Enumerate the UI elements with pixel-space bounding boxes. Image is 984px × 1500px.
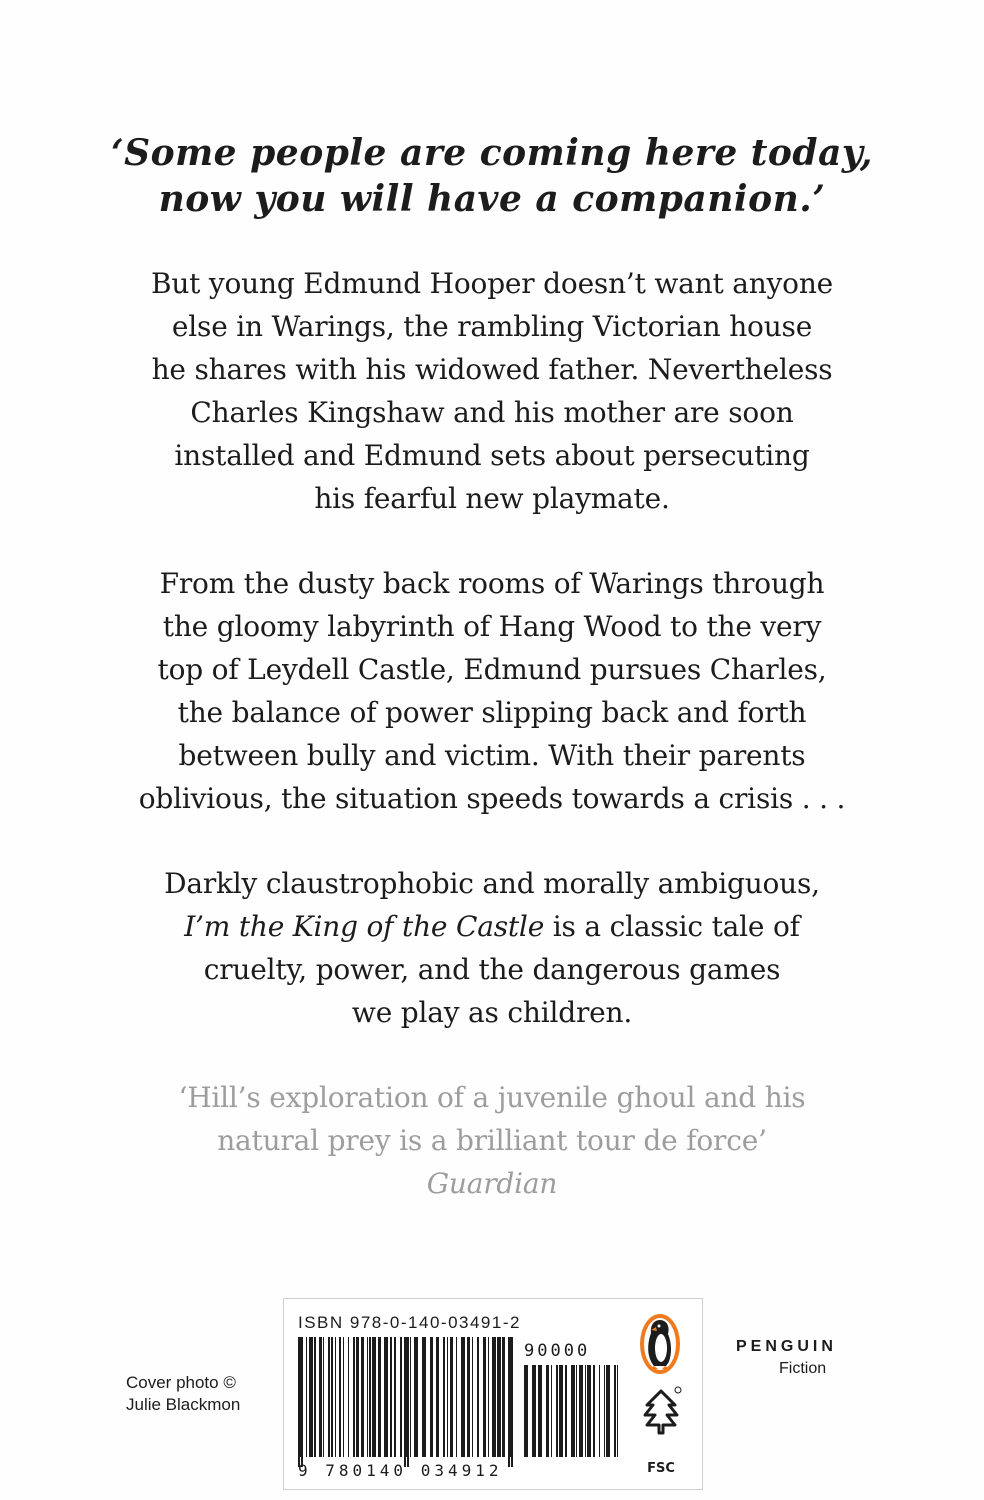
review-source: Guardian xyxy=(426,1167,558,1200)
publisher-imprint: Fiction xyxy=(779,1360,827,1377)
barcode-bar xyxy=(378,1337,381,1457)
barcode-bar xyxy=(450,1337,453,1457)
barcode-panel xyxy=(283,1298,703,1490)
review-line: natural prey is a brilliant tour de force’ xyxy=(217,1124,767,1157)
barcode-bar xyxy=(306,1337,307,1457)
barcode-bar xyxy=(410,1337,411,1457)
barcode-bar xyxy=(585,1365,586,1457)
barcode-bar xyxy=(502,1337,505,1457)
barcode-bar xyxy=(353,1337,355,1457)
barcode-bar xyxy=(551,1365,552,1457)
blurb-line: cruelty, power, and the dangerous games xyxy=(203,953,781,986)
barcode-bar xyxy=(579,1365,583,1457)
barcode-bar xyxy=(546,1365,549,1457)
cover-credit xyxy=(126,1372,240,1416)
tagline-quote xyxy=(0,130,984,222)
blurb-paragraph-1 xyxy=(0,262,984,520)
blurb-line: he shares with his widowed father. Nevertheless xyxy=(151,353,833,386)
blurb-paragraph-2 xyxy=(0,562,984,820)
barcode-bar xyxy=(617,1365,618,1457)
barcode-bar xyxy=(339,1337,341,1457)
barcode-bar xyxy=(532,1365,536,1457)
barcode-guard-bar xyxy=(511,1337,513,1467)
blurb-line: else in Warings, the rambling Victorian house xyxy=(171,310,813,343)
barcode-bar xyxy=(422,1337,426,1457)
barcode-bar xyxy=(331,1337,333,1457)
barcode-bar xyxy=(367,1337,368,1457)
blurb-line: top of Leydell Castle, Edmund pursues Charles, xyxy=(157,653,827,686)
cover-credit-name: Julie Blackmon xyxy=(126,1395,241,1414)
barcode-guard-bar xyxy=(407,1337,409,1467)
barcode-bar xyxy=(456,1337,457,1457)
fsc-logo-icon xyxy=(639,1385,683,1459)
barcode-bar xyxy=(314,1337,316,1457)
barcode-bar xyxy=(400,1337,402,1457)
review-line: ‘Hill’s exploration of a juvenile ghoul and his xyxy=(178,1081,806,1114)
barcode-bar xyxy=(606,1365,610,1457)
barcode-bar xyxy=(565,1365,567,1457)
blurb-line xyxy=(0,905,984,948)
barcode-bar xyxy=(447,1337,448,1457)
barcode-bar xyxy=(593,1365,595,1457)
barcode-bar xyxy=(492,1337,496,1457)
blurb-line: the gloomy labyrinth of Hang Wood to the very xyxy=(162,610,822,643)
blurb-line: But young Edmund Hooper doesn’t want anyone xyxy=(150,267,834,300)
barcode-bar xyxy=(323,1337,324,1457)
barcode-bar xyxy=(430,1337,433,1457)
fsc-label: FSC xyxy=(647,1461,675,1476)
ean-digits: 9 780140 034912 xyxy=(298,1461,503,1480)
barcode-guard-bar xyxy=(301,1337,303,1467)
blurb-paragraph-3 xyxy=(0,862,984,1034)
price-code: 90000 xyxy=(524,1341,591,1361)
barcode-bar xyxy=(436,1337,439,1457)
barcode-bar xyxy=(335,1337,336,1457)
barcode-bar xyxy=(483,1337,486,1457)
barcode-bar xyxy=(599,1365,600,1457)
barcode-guard-bar xyxy=(404,1337,406,1467)
barcode-bar xyxy=(467,1337,470,1457)
barcode-bar xyxy=(343,1337,344,1457)
barcode-bar xyxy=(361,1337,364,1457)
cover-credit-line: Cover photo © xyxy=(126,1373,236,1392)
blurb-line: From the dusty back rooms of Warings through xyxy=(159,567,825,600)
review-quote xyxy=(0,1076,984,1205)
blurb-line: Darkly claustrophobic and morally ambiguous, xyxy=(164,867,820,900)
barcode-bar xyxy=(414,1337,418,1457)
barcode-bar xyxy=(472,1337,473,1457)
blurb-line: the balance of power slipping back and forth xyxy=(177,696,807,729)
blurb-line: between bully and victim. With their parents xyxy=(178,739,806,772)
barcode-bar xyxy=(369,1337,371,1457)
barcode-bar xyxy=(556,1365,558,1457)
barcode-bar xyxy=(443,1337,445,1457)
barcode-bar xyxy=(309,1337,313,1457)
barcode-bar xyxy=(538,1365,542,1457)
penguin-logo-icon xyxy=(639,1313,681,1375)
blurb-line-rest: is a classic tale of xyxy=(544,910,800,943)
barcode-bar xyxy=(461,1337,465,1457)
barcode-bar xyxy=(372,1337,376,1457)
barcode-bar xyxy=(477,1337,479,1457)
barcode-bar xyxy=(390,1337,392,1457)
barcode-bar xyxy=(614,1365,616,1457)
barcode-bar xyxy=(319,1337,322,1457)
blurb-line: Charles Kingshaw and his mother are soon xyxy=(190,396,794,429)
tagline-line: now you will have a companion.’ xyxy=(158,178,826,220)
barcode-guard-bar xyxy=(298,1337,300,1467)
barcode-bar xyxy=(559,1365,563,1457)
barcode-bar xyxy=(571,1365,575,1457)
barcode-bar xyxy=(356,1337,359,1457)
barcode-bar xyxy=(604,1365,605,1457)
blurb-line: his fearful new playmate. xyxy=(314,482,670,515)
blurb-line: oblivious, the situation speeds towards a crisis . . . xyxy=(138,782,846,815)
barcode-bar xyxy=(394,1337,396,1457)
barcode-bar xyxy=(576,1365,577,1457)
book-title: I’m the King of the Castle xyxy=(184,910,545,943)
blurb-line: we play as children. xyxy=(351,996,633,1029)
barcode-bar xyxy=(488,1337,489,1457)
tagline-line: ‘Some people are coming here today, xyxy=(111,132,873,174)
barcode-bar xyxy=(587,1365,591,1457)
barcode-guard-bar xyxy=(508,1337,510,1467)
barcode-bar xyxy=(348,1337,349,1457)
barcode-bar xyxy=(497,1337,501,1457)
barcode-bar xyxy=(328,1337,330,1457)
isbn-label: ISBN 978-0-140-03491-2 xyxy=(298,1313,521,1332)
blurb-line: installed and Edmund sets about persecuting xyxy=(174,439,810,472)
barcode-bar xyxy=(524,1365,528,1457)
barcode-bar xyxy=(384,1337,388,1457)
publisher-name: PENGUIN xyxy=(736,1338,837,1355)
